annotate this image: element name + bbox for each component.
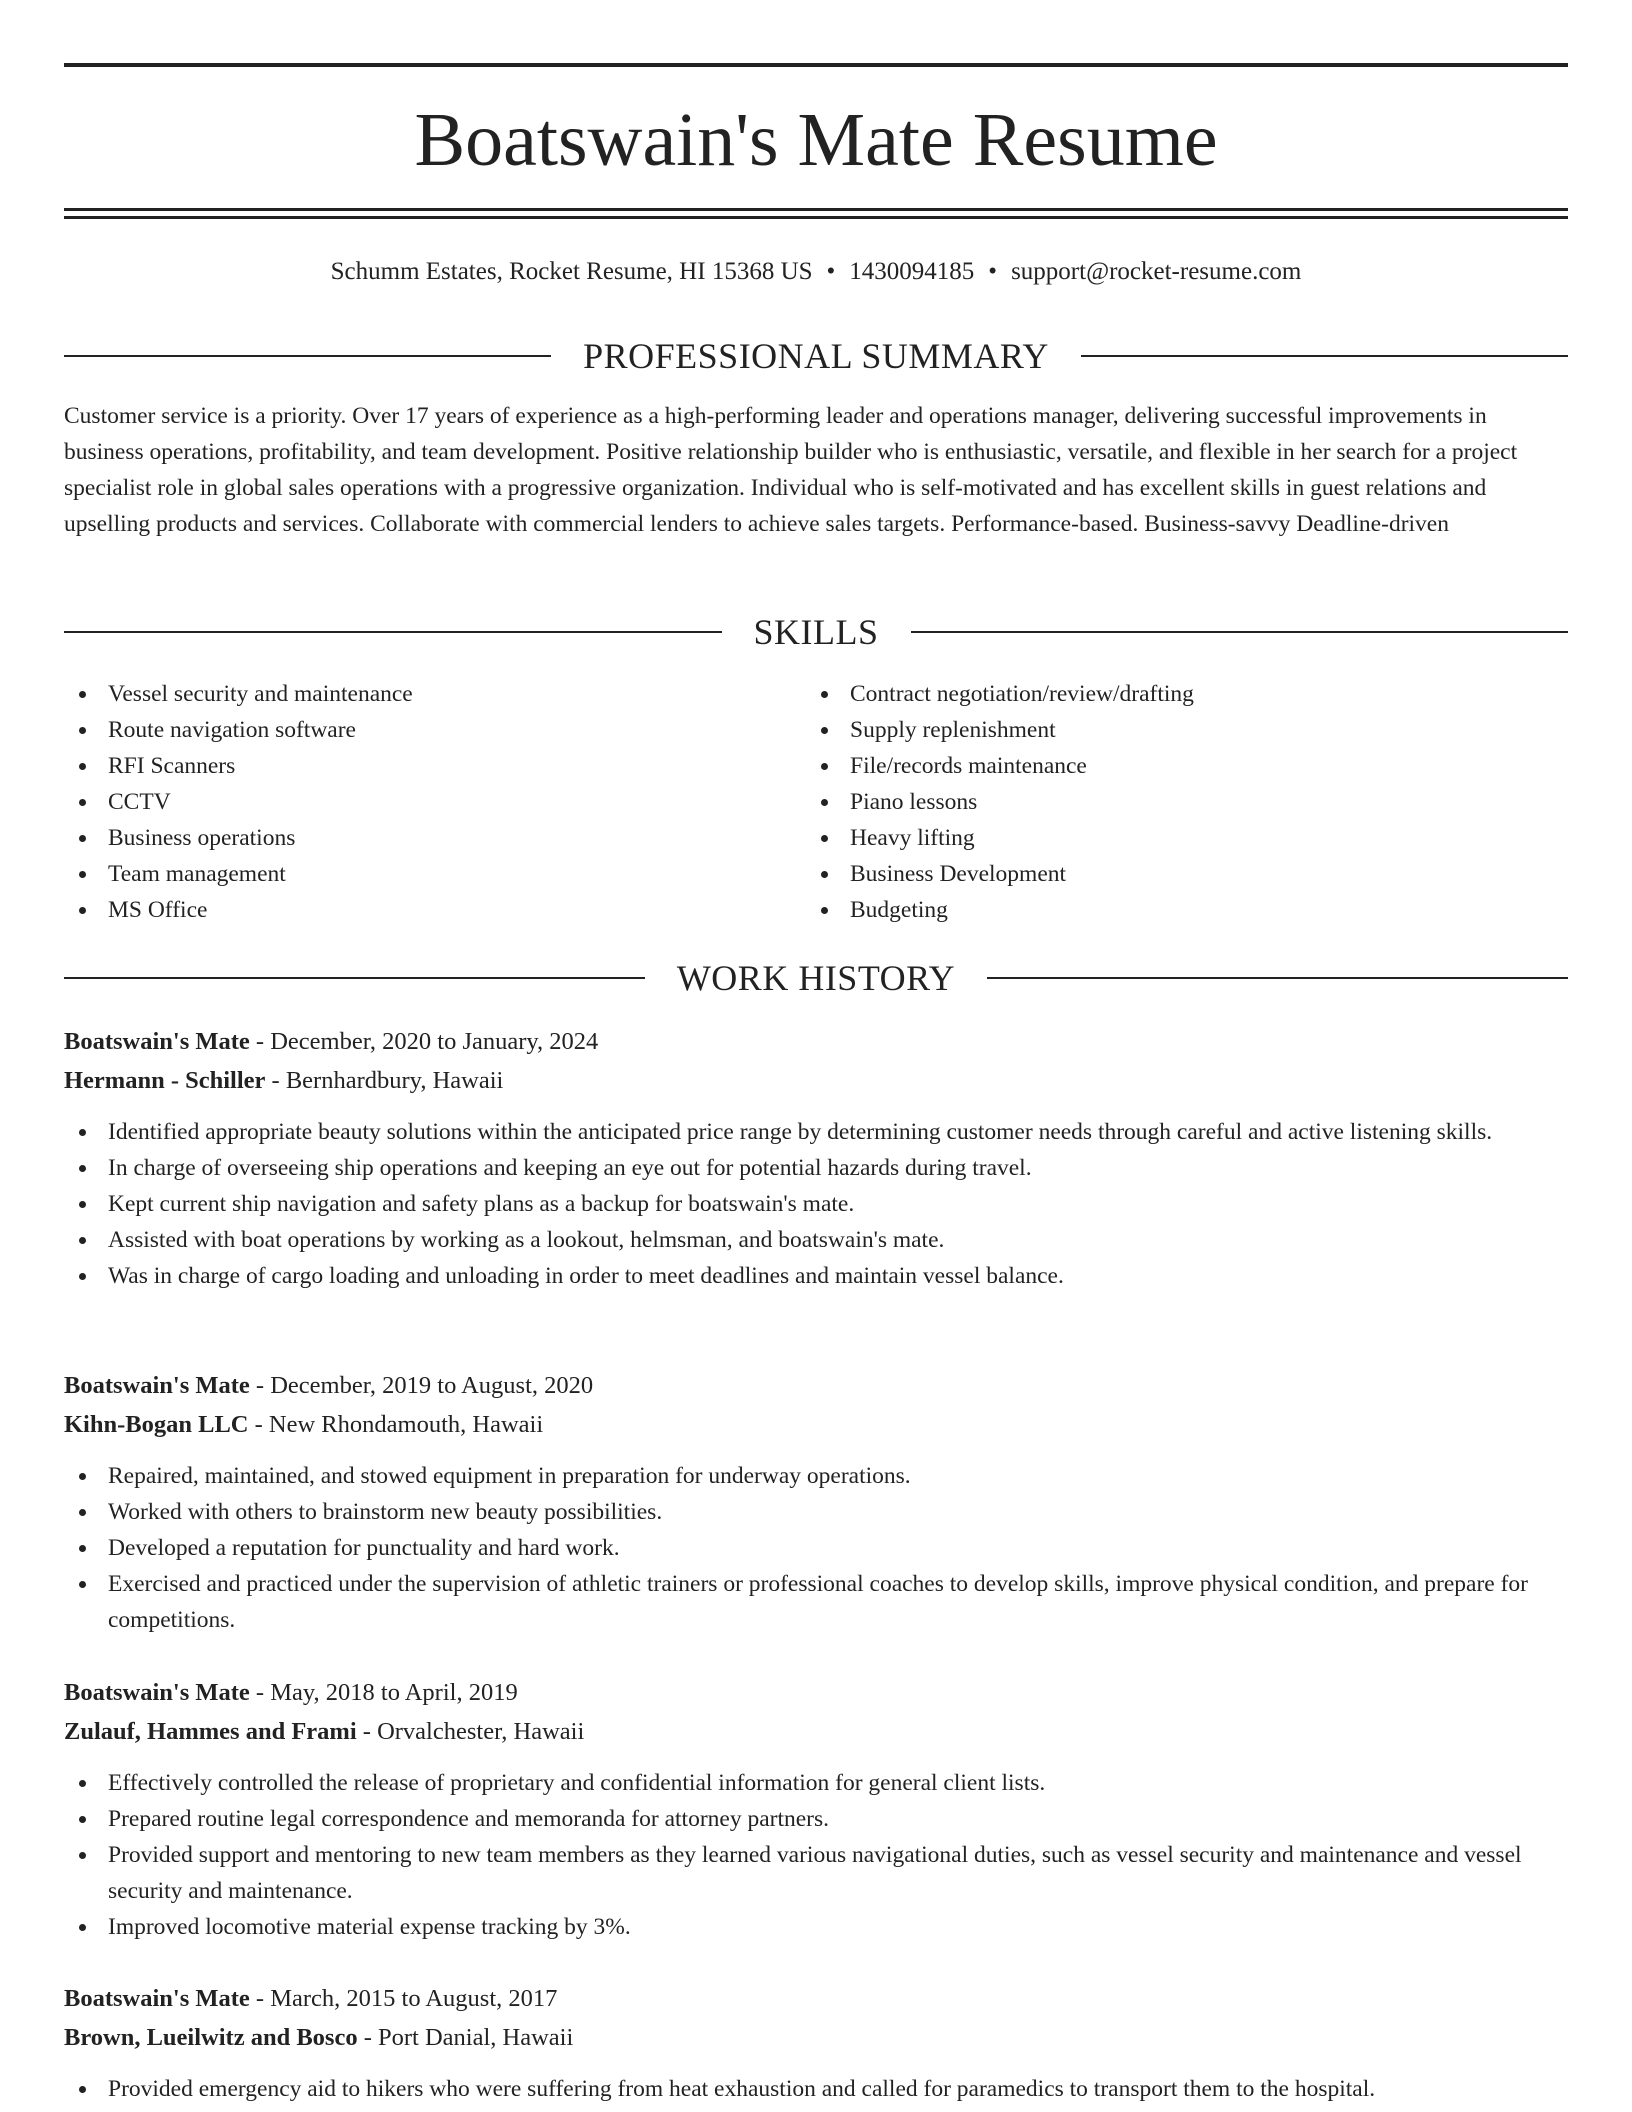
job-title-line: Boatswain's Mate - December, 2019 to August, 2020 (64, 1372, 594, 1399)
skill-item: Supply replenishment (806, 712, 1568, 748)
skill-item: Business Development (806, 856, 1568, 892)
section-title: WORK HISTORY (676, 958, 956, 998)
section-rule-right (911, 631, 1569, 633)
job-company: Zulauf, Hammes and Frami (64, 1718, 357, 1745)
skill-item: RFI Scanners (64, 748, 806, 784)
job-bullet: Exercised and practiced under the supervision of athletic trainers or professional coaches to develop skills, improve physical condition, and prepare for competitions. (64, 1566, 1568, 1638)
job-location: Bernhardbury, Hawaii (285, 1067, 504, 1094)
job-company: Hermann - Schiller (64, 1067, 266, 1094)
job-role: Boatswain's Mate (64, 1985, 250, 2012)
job-bullet: Prepared routine legal correspondence and memoranda for attorney partners. (64, 1801, 1568, 1837)
section-rule-left (64, 631, 722, 633)
contact-line (64, 254, 1568, 290)
job-company: Kihn-Bogan LLC (64, 1411, 249, 1438)
job-bullet: Was in charge of cargo loading and unloading in order to meet deadlines and maintain vessel balance. (64, 1258, 1568, 1294)
job-bullet: Assisted with boat operations by working as a lookout, helmsman, and boatswain's mate. (64, 1222, 1568, 1258)
header-double-rule-lower (64, 216, 1568, 219)
header-double-rule-upper (64, 208, 1568, 211)
contact-phone: 1430094185 (849, 258, 975, 285)
skill-item: Business operations (64, 820, 806, 856)
job-company-line: Zulauf, Hammes and Frami - Orvalchester, Hawaii (64, 1718, 585, 1745)
job-bullet: Worked with others to brainstorm new beauty possibilities. (64, 1494, 1568, 1530)
contact-address: Schumm Estates, Rocket Resume, HI 15368 US (330, 258, 813, 285)
section-rule-left (64, 977, 645, 979)
job-role: Boatswain's Mate (64, 1372, 250, 1399)
job-entry (64, 1366, 1568, 1638)
skill-item: Budgeting (806, 892, 1568, 928)
job-bullet: Provided support and mentoring to new team members as they learned various navigational duties, such as vessel security and maintenance and vessel security and maintenance. (64, 1837, 1568, 1909)
job-bullet: Identified appropriate beauty solutions within the anticipated price range by determining customer needs through careful and active listening skills. (64, 1114, 1568, 1150)
section-heading-skills (64, 612, 1568, 652)
job-company-line: Brown, Lueilwitz and Bosco - Port Danial, Hawaii (64, 2024, 574, 2051)
job-company: Brown, Lueilwitz and Bosco (64, 2024, 358, 2051)
skills-column-right (806, 676, 1568, 928)
skills-column-left (64, 676, 806, 928)
job-dates: March, 2015 to August, 2017 (270, 1985, 558, 2012)
job-responsibilities (64, 2071, 1568, 2107)
job-entry (64, 1022, 1568, 1294)
job-location: Port Danial, Hawaii (378, 2024, 574, 2051)
contact-separator: • (988, 258, 998, 285)
skill-item: CCTV (64, 784, 806, 820)
skill-item: Route navigation software (64, 712, 806, 748)
job-company-line: Kihn-Bogan LLC - New Rhondamouth, Hawaii (64, 1411, 544, 1438)
header-top-rule (64, 63, 1568, 67)
job-dates: December, 2020 to January, 2024 (270, 1028, 599, 1055)
skill-item: Heavy lifting (806, 820, 1568, 856)
job-entry (64, 1979, 1568, 2107)
job-dates: December, 2019 to August, 2020 (270, 1372, 594, 1399)
skill-item: MS Office (64, 892, 806, 928)
job-responsibilities (64, 1114, 1568, 1294)
page-title: Boatswain's Mate Resume (414, 98, 1218, 182)
professional-summary-text: Customer service is a priority. Over 17 years of experience as a high-performing leader and operations manager, delivering successful improvements in business operations, profitability, and team development. Positive relationship builder who is enthusiastic, versatile, and flexible in her search for a project specialist role in global sales operations with a progressive organization. Individual who is self-motivated and has excellent skills in guest relations and upselling products and services. Collaborate with commercial lenders to achieve sales targets. Performance-based. Business-savvy Deadline-driven (64, 403, 1518, 537)
job-location: New Rhondamouth, Hawaii (268, 1411, 544, 1438)
skill-item: Team management (64, 856, 806, 892)
section-heading-summary (64, 336, 1568, 376)
job-bullet: Kept current ship navigation and safety plans as a backup for boatswain's mate. (64, 1186, 1568, 1222)
job-title-line: Boatswain's Mate - May, 2018 to April, 2019 (64, 1679, 518, 1706)
skill-item: File/records maintenance (806, 748, 1568, 784)
section-rule-left (64, 355, 551, 357)
job-company-line: Hermann - Schiller - Bernhardbury, Hawaii (64, 1067, 504, 1094)
job-location: Orvalchester, Hawaii (377, 1718, 585, 1745)
contact-email: support@rocket-resume.com (1011, 258, 1302, 285)
section-heading-work-history (64, 958, 1568, 998)
job-bullet: Developed a reputation for punctuality and hard work. (64, 1530, 1568, 1566)
job-entry (64, 1673, 1568, 1945)
job-bullet: Improved locomotive material expense tracking by 3%. (64, 1909, 1568, 1945)
contact-separator: • (826, 258, 836, 285)
section-title: PROFESSIONAL SUMMARY (583, 336, 1049, 376)
job-responsibilities (64, 1765, 1568, 1945)
job-title-line: Boatswain's Mate - December, 2020 to January, 2024 (64, 1028, 599, 1055)
job-title-line: Boatswain's Mate - March, 2015 to August, 2017 (64, 1985, 558, 2012)
skill-item: Vessel security and maintenance (64, 676, 806, 712)
job-bullet: Effectively controlled the release of proprietary and confidential information for general client lists. (64, 1765, 1568, 1801)
job-dates: May, 2018 to April, 2019 (270, 1679, 518, 1706)
section-rule-right (1081, 355, 1568, 357)
job-role: Boatswain's Mate (64, 1679, 250, 1706)
job-bullet: In charge of overseeing ship operations and keeping an eye out for potential hazards during travel. (64, 1150, 1568, 1186)
job-bullet: Provided emergency aid to hikers who were suffering from heat exhaustion and called for paramedics to transport them to the hospital. (64, 2071, 1568, 2107)
job-role: Boatswain's Mate (64, 1028, 250, 1055)
skill-item: Contract negotiation/review/drafting (806, 676, 1568, 712)
skill-item: Piano lessons (806, 784, 1568, 820)
skills-list (64, 676, 1568, 928)
job-responsibilities (64, 1458, 1568, 1638)
section-title: SKILLS (753, 612, 879, 652)
job-bullet: Repaired, maintained, and stowed equipment in preparation for underway operations. (64, 1458, 1568, 1494)
section-rule-right (987, 977, 1568, 979)
